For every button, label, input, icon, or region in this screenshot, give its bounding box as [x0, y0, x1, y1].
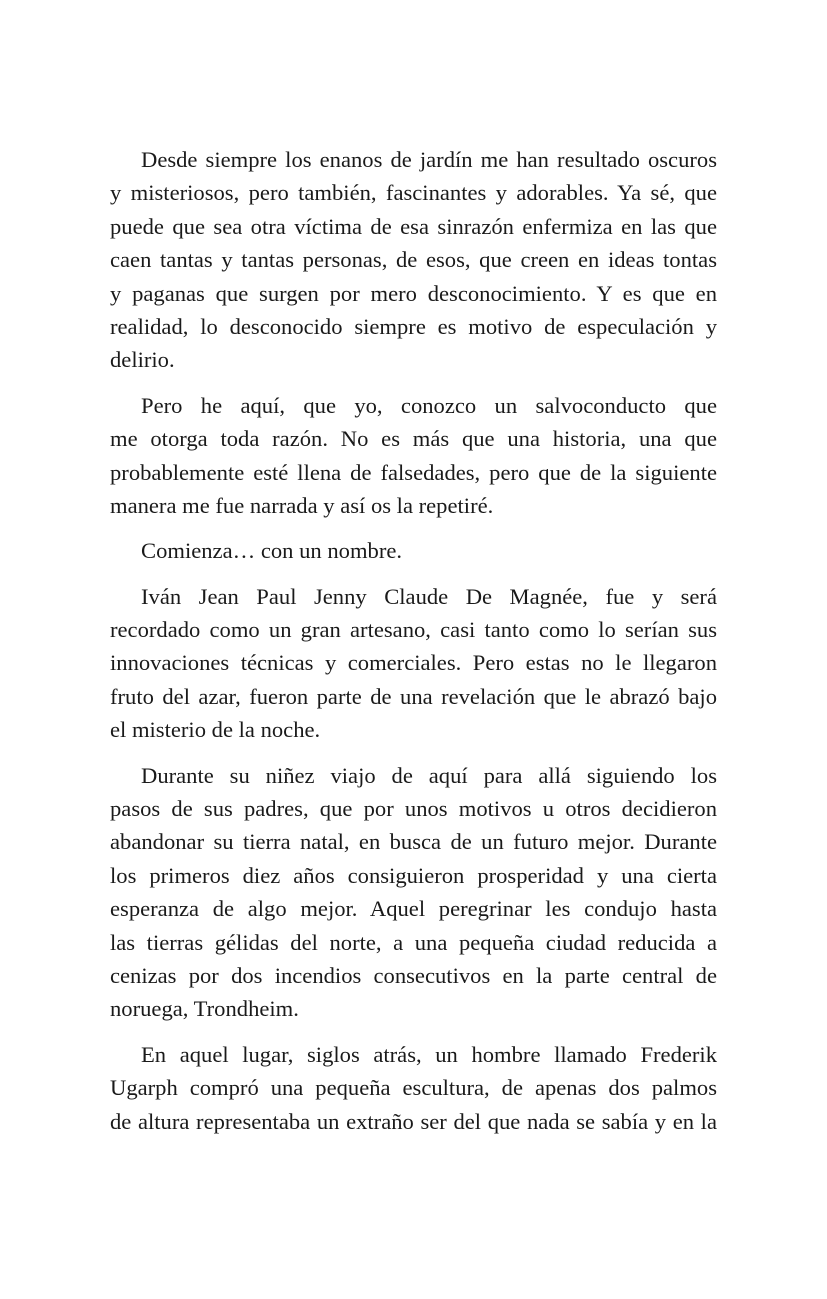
text-line: recordado como un gran artesano, casi tanto como lo serían sus [110, 617, 717, 643]
paragraph [110, 580, 717, 747]
text-line: de altura representaba un extraño ser del que nada se sabía y en la [110, 1108, 717, 1134]
text-line: Comienza… con un nombre. [141, 538, 403, 564]
paragraph [110, 759, 717, 1026]
paragraph [110, 389, 717, 523]
page-body [110, 143, 717, 1150]
text-line: noruega, Trondheim. [110, 996, 299, 1022]
text-line: Desde siempre los enanos de jardín me han resultado oscuros [141, 147, 717, 172]
paragraph [110, 534, 717, 567]
text-line: las tierras gélidas del norte, a una pequeña ciudad reducida a [110, 929, 717, 955]
text-line: Ugarph compró una pequeña escultura, de apenas dos palmos [110, 1075, 717, 1101]
text-line: los primeros diez años consiguieron prosperidad y una cierta [110, 862, 717, 888]
paragraph [110, 143, 717, 377]
text-line: probablemente esté llena de falsedades, pero que de la siguiente [110, 459, 717, 485]
text-line: delirio. [110, 347, 175, 373]
text-line: innovaciones técnicas y comerciales. Pero estas no le llegaron [110, 650, 717, 676]
text-line: me otorga toda razón. No es más que una historia, una que [110, 426, 717, 452]
text-line: cenizas por dos incendios consecutivos en la parte central de [110, 962, 717, 988]
text-line: realidad, lo desconocido siempre es motivo de especulación y [110, 313, 717, 339]
text-line: Pero he aquí, que yo, conozco un salvoconducto que [141, 392, 717, 418]
text-line: y misteriosos, pero también, fascinantes y adorables. Ya sé, que [110, 180, 717, 206]
text-line: abandonar su tierra natal, en busca de un futuro mejor. Durante [110, 829, 717, 855]
text-line: y paganas que surgen por mero desconocimiento. Y es que en [110, 280, 717, 306]
text-line: fruto del azar, fueron parte de una revelación que le abrazó bajo [110, 683, 717, 709]
text-line: Iván Jean Paul Jenny Claude De Magnée, fue y será [141, 583, 717, 609]
text-line: caen tantas y tantas personas, de esos, que creen en ideas tontas [110, 247, 717, 273]
text-line: esperanza de algo mejor. Aquel peregrinar les condujo hasta [110, 896, 717, 922]
text-line: manera me fue narrada y así os la repetiré. [110, 492, 494, 518]
paragraph [110, 1038, 717, 1138]
text-line: el misterio de la noche. [110, 717, 321, 743]
text-line: pasos de sus padres, que por unos motivos u otros decidieron [110, 796, 717, 822]
text-line: En aquel lugar, siglos atrás, un hombre llamado Frederik [141, 1041, 717, 1067]
text-line: puede que sea otra víctima de esa sinrazón enfermiza en las que [110, 213, 717, 239]
text-line: Durante su niñez viajo de aquí para allá siguiendo los [141, 762, 717, 788]
